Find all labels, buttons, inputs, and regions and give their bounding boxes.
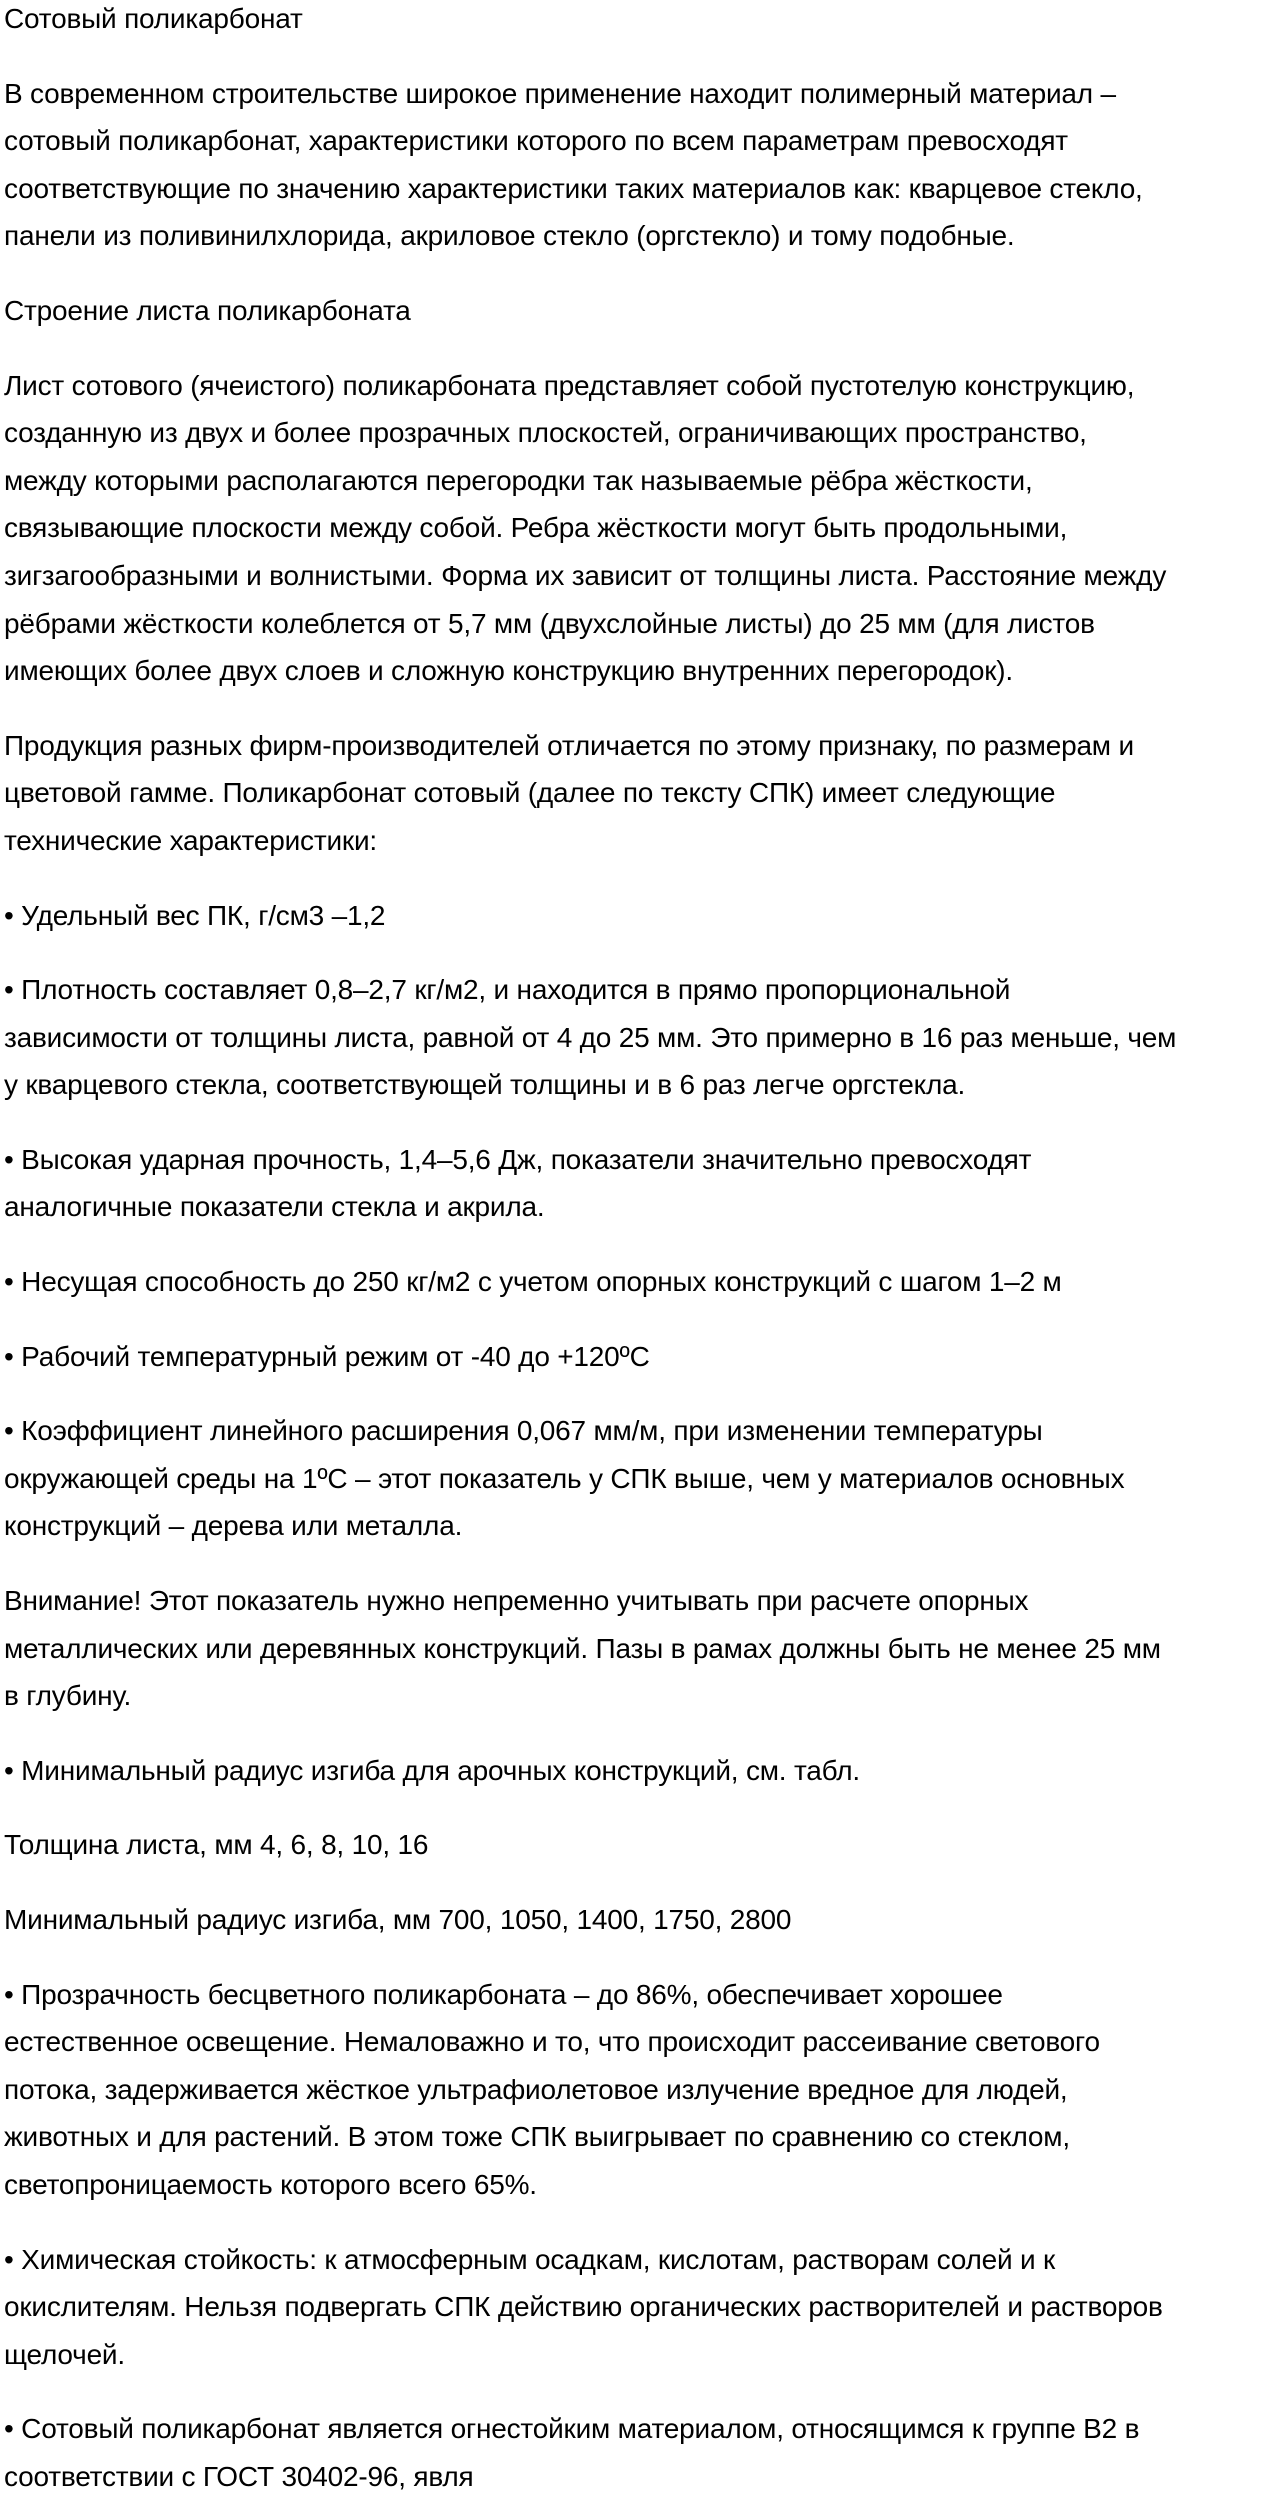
text-line: Лист сотового (ячеистого) поликарбоната представляет собой пустотелую конструкцию, [4,369,1135,401]
paragraph [4,1821,1268,1869]
text-line: у кварцевого стекла, соответствующей толщины и в 6 раз легче оргстекла. [4,1069,966,1101]
text-line: созданную из двух и более прозрачных плоскостей, ограничивающих пространство, [4,417,1087,449]
bullet-paragraph [4,1258,1268,1306]
text-line: животных и для растений. В этом тоже СПК выигрывает по сравнению со стеклом, [4,2121,1070,2153]
bullet-paragraph [4,892,1268,940]
text-line: технические характеристики: [4,824,377,856]
text-line: в глубину. [4,1680,132,1712]
text-line: Строение листа поликарбоната [4,294,411,326]
text-line: Продукция разных фирм-производителей отличается по этому признаку, по размерам и [4,729,1134,761]
text-line: рёбрами жёсткости колеблется от 5,7 мм (двухслойные листы) до 25 мм (для листов [4,607,1095,639]
paragraph [4,1896,1268,1944]
text-line: потока, задерживается жёсткое ультрафиолетовое излучение вредное для людей, [4,2073,1068,2105]
bullet-paragraph [4,1747,1268,1795]
text-line: связывающие плоскости между собой. Ребра жёсткости могут быть продольными, [4,512,1068,544]
text-line: • Минимальный радиус изгиба для арочных конструкций, см. табл. [4,1754,860,1786]
text-line: В современном строительстве широкое применение находит полимерный материал – [4,77,1116,109]
bullet-paragraph [4,1333,1268,1381]
text-line: • Прозрачность бесцветного поликарбоната – до 86%, обеспечивает хорошее [4,1978,1003,2010]
text-line: Сотовый поликарбонат [4,3,303,34]
text-line: светопроницаемость которого всего 65%. [4,2168,537,2200]
text-line: соответствующие по значению характеристики таких материалов как: кварцевое стекло, [4,172,1143,204]
text-line: • Высокая ударная прочность, 1,4–5,6 Дж, показатели значительно превосходят [4,1143,1032,1175]
text-line: • Коэффициент линейного расширения 0,067 мм/м, при изменении температуры [4,1415,1043,1447]
text-line: • Сотовый поликарбонат является огнестойким материалом, относящимся к группе В2 в [4,2413,1140,2445]
text-line: зигзагообразными и волнистыми. Форма их зависит от толщины листа. Расстояние между [4,559,1167,591]
bullet-paragraph [4,1136,1268,1231]
text-line: зависимости от толщины листа, равной от 4 до 25 мм. Это примерно в 16 раз меньше, чем [4,1021,1177,1053]
bullet-paragraph [4,1971,1268,2209]
text-line: окружающей среды на 1ºС – этот показатель у СПК выше, чем у материалов основных [4,1462,1125,1494]
page-title [4,0,1268,43]
text-line: имеющих более двух слоев и сложную конструкцию внутренних перегородок). [4,655,1013,687]
text-line: окислителям. Нельзя подвергать СПК действию органических растворителей и растворов [4,2291,1163,2323]
text-line: • Несущая способность до 250 кг/м2 с учетом опорных конструкций с шагом 1–2 м [4,1266,1062,1298]
text-line: панели из поливинилхлорида, акриловое стекло (оргстекло) и тому подобные. [4,220,1015,252]
text-line: щелочей. [4,2338,125,2370]
paragraph [4,362,1268,695]
paragraph [4,722,1268,865]
section-heading [4,287,1268,335]
paragraph [4,70,1268,260]
bullet-paragraph [4,966,1268,1109]
paragraph [4,1577,1268,1720]
bullet-paragraph [4,2236,1268,2379]
text-line: аналогичные показатели стекла и акрила. [4,1191,545,1223]
text-line: конструкций – дерева или металла. [4,1510,463,1542]
text-line: • Химическая стойкость: к атмосферным осадкам, кислотам, растворам солей и к [4,2243,1056,2275]
text-line: • Рабочий температурный режим от -40 до +120ºС [4,1340,650,1372]
text-line: • Удельный вес ПК, г/см3 –1,2 [4,899,386,931]
text-line: естественное освещение. Немаловажно и то, что происходит рассеивание светового [4,2026,1100,2058]
text-line: между которыми располагаются перегородки так называемые рёбра жёсткости, [4,464,1033,496]
bullet-paragraph [4,2405,1268,2500]
bullet-paragraph [4,1407,1268,1550]
document-content [4,0,1268,2501]
text-line: Толщина листа, мм 4, 6, 8, 10, 16 [4,1829,429,1861]
text-line: • Плотность составляет 0,8–2,7 кг/м2, и находится в прямо пропорциональной [4,974,1011,1006]
text-line: Минимальный радиус изгиба, мм 700, 1050, 1400, 1750, 2800 [4,1904,792,1935]
text-line: металлических или деревянных конструкций. Пазы в рамах должны быть не менее 25 мм [4,1632,1161,1664]
text-line: соответствии с ГОСТ 30402-96, явля [4,2460,474,2492]
text-line: Внимание! Этот показатель нужно непременно учитывать при расчете опорных [4,1585,1029,1617]
text-line: сотовый поликарбонат, характеристики которого по всем параметрам превосходят [4,125,1068,157]
text-line: цветовой гамме. Поликарбонат сотовый (далее по тексту СПК) имеет следующие [4,777,1056,809]
